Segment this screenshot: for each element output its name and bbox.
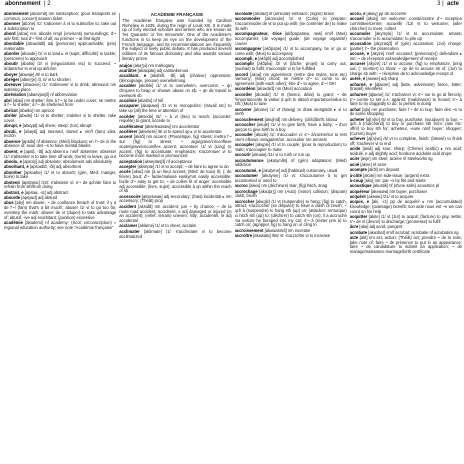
entry-definition: [aki, -iz] pp de acquérir ▸ nm (accumulated) knowledge; (avantage) benefit; son aide nous est ~e we can count on his help (349, 199, 462, 214)
entry-definition: [akt] nm act, action; (Théât) act; prendre ~ de to note, take note of; faire ~ de présence to put in an appearance; faire ~ de candidature to submit an application; ~ de mariage/naissance marriage/birth certificate (349, 234, 462, 255)
entry-headword: absolu, e (4, 158, 22, 164)
entry-headword: accommoder (234, 16, 261, 22)
entry-definition: [akɔste] /1/ vt (Navig) to draw alongside ▸ vi to berth (234, 106, 347, 117)
entry-headword: accolade (234, 12, 253, 16)
dictionary-entry (235, 190, 347, 200)
entry-headword: absorber (4, 169, 22, 175)
entry-headword: accru, e (349, 12, 366, 16)
entry-definition: [abɔne] /1/: s'abonner à vt to subscribe to; take out a subscription to (4, 21, 117, 31)
entry-headword: accoutumer (234, 173, 258, 179)
entry-headword: accouder (234, 132, 253, 138)
entry-headword: abrupt, e (4, 123, 22, 129)
dictionary-entry (350, 52, 462, 62)
entry-headword: acheter (349, 116, 365, 122)
entry-headword: accaparer (119, 103, 139, 109)
entry-definition: [akœj] nm welcome; comité/centre d'~ reception committee/centre; accueillir /12/ vt to welcome; (aller chercher) to meet, collect (349, 16, 462, 31)
entry-definition: [akutymɑ̃s] nf (gén) adaptation; (Méd) addiction (234, 157, 347, 168)
dictionary-entry (4, 171, 116, 181)
dictionary-entry (4, 83, 116, 93)
entry-headword: aboutir (4, 61, 19, 67)
entry-definition: [akɔ̃t] nm deposit (366, 167, 400, 173)
entry-definition: [akʁɔʃaʒ] nm (Auto) (minor) collision; (dispute) clash, brush (234, 188, 347, 199)
entry-definition: [akuʃmɑ̃] nm delivery, (child)birth; labour (263, 116, 338, 122)
entry-headword: aborder (4, 51, 20, 57)
entry-definition: [aby] nm abuse; ~ de confiance breach of trust; il y a de l'~! (fam) that's a bit much!; abuser /1/ vi to go too far, overstep the mark; abuser de vt (duper) to take advantage of; abusif, -ive adj exorbitant; (punition) excessive (4, 200, 117, 220)
entry-headword: accouchement (234, 116, 264, 122)
column-2 (119, 12, 231, 464)
page-number-left: 2 (47, 1, 51, 7)
entry-headword: âcre (349, 224, 359, 230)
entry-definition: [akalmi] nf lull (136, 98, 163, 104)
entry-definition: [akote] nm side-issue; (argent) extra (361, 172, 430, 178)
entry-definition: [apstʁɛ, -ɛt] adj abstract (23, 189, 69, 195)
entry-headword: accroître (234, 233, 252, 239)
entry-headword: accusation (349, 41, 372, 47)
entry-definition: [akutyme] /1/ vt: s'accoutumer à to get accustomed or used to (234, 173, 347, 183)
entry-headword: accompli, e (234, 56, 258, 62)
dictionary-entry (4, 22, 116, 32)
entry-definition: [aksepte] /1/ vt to accept; ~ de faire to agree to do (136, 164, 229, 170)
entry-headword: à-côté (349, 172, 362, 178)
entry-definition: [akɔʁdeɔ̃] nm (Mus) accordion (255, 86, 313, 92)
entry-definition: [akʁwasmɑ̃] nm increase (263, 227, 311, 233)
entry-headword: accabler (119, 83, 137, 89)
dictionary-entry (4, 140, 116, 150)
dictionary-entry (119, 104, 231, 114)
entry-headword: accrocher (234, 198, 255, 204)
note-box-text: The Académie française was founded by Cardinal Richelieu in 1635, during the reign of Louis XIII. It is made up of forty elected scholars and writers who are known as 'les Quarante' or 'les Immortels'. One of the Académie's functions is to keep an eye on the development of the French language, and its recommendations are frequently the subject of lively public debate. It has produced several editions of its famous dictionary and also awards various literary prizes. (122, 17, 232, 61)
entry-definition: [akuʃe] /1/ vi to give birth, have a baby; ~ d'un garçon to give birth to a boy (234, 122, 347, 132)
page-header (0, 0, 464, 10)
entry-headword: accoutumance (234, 157, 264, 163)
dictionary-entry (119, 205, 231, 224)
dictionary-columns (4, 12, 462, 464)
entry-definition: [abʁœve] /1/: s'abreuver vi to drink; abreuvoir nm watering place (4, 82, 117, 92)
entry-headword: acné (349, 161, 360, 167)
entry-definition: [akne] nf acne (359, 161, 387, 167)
dictionary-entry (350, 200, 462, 214)
dictionary-entry (235, 133, 347, 143)
entry-definition: [abʁyti] adj stunned, dazed ▸ nm/f (fam) idiot, moron (4, 128, 117, 139)
dictionary-entry (235, 200, 347, 229)
entry-definition: [akaʁjɑtʁ] adj cantankerous (136, 67, 189, 73)
entry-headword: accord (234, 71, 249, 77)
entry-headword: absent, e (4, 148, 23, 154)
entry-headword: accourir (234, 152, 251, 158)
entry-headword: à-coup (349, 177, 364, 183)
entry-definition: [abɔʁ] nm: abords nmpl (environs) surroundings; d'~ adv first; tout d'~ first of all; au premier ~ at first sight (4, 31, 117, 41)
entry-headword: accompagnateur, -trice (234, 31, 282, 37)
entry-definition: [akɔ̃paɲe] /1/ vt to accompany, be or go or come with; (Mus) to accompany (234, 46, 347, 56)
entry-headword: accomplir (234, 61, 255, 67)
dictionary-entry (4, 12, 116, 22)
dictionary-entry (350, 17, 462, 31)
entry-headword: acte (349, 234, 359, 240)
entry-definition: [aksɛ] nm (à un lieu) access; (Méd: de toux) fit; (: de fièvre) bout; d'~ facile/malaisé easily/not easily accessible; facile d'~ easy to get to; ~ de colère fit of anger; accessible adj accessible; (livre, sujet): accessible à qn within the reach of sb (119, 169, 232, 194)
dictionary-entry (350, 215, 462, 225)
entry-definition: [akselere] /6/ vt to speed up ▸ vi to accelerate (137, 129, 222, 134)
entry-definition: [akɑble] /1/ vt to overwhelm, overcome; ~ qn d'injures to heap or shower abuse on sb; ~ qn de travail to overwork sb (119, 83, 232, 98)
dictionary-entry (4, 201, 116, 220)
dictionary-entry (350, 118, 462, 137)
entry-definition: [aʃ(ə)ve] /5/ vt to complete, finish; (blessé) to finish off; s'achever vi to end (349, 136, 462, 147)
dictionary-entry (235, 93, 347, 107)
entry-definition: [apsɔʁbe] /1/ vt to absorb; (gén, Méd: manger, boire) to take (4, 169, 117, 180)
entry-headword: accablant, e (119, 73, 147, 79)
entry-definition: [aksidɑ̃] nm accident; par ~ by chance; ~ de la route road accident; accidenté, e adj damaged or injured (in an accident); (relief, terrain) uneven; hilly; accidentel, le adj accidental (119, 203, 232, 224)
page-number-right: 3 (437, 1, 441, 7)
entry-definition: [akseleʁatœʁ] nm accelerator (143, 123, 200, 129)
entry-headword: acharner (349, 91, 368, 97)
entry-definition: [akɔ̃pli] adj accomplished (257, 56, 305, 62)
entry-headword: abréger (4, 76, 20, 82)
entry-headword: acquérir (349, 193, 367, 199)
dictionary-entry (350, 108, 462, 118)
entry-definition: [akeʁiʁ] /21/ vt to acquire (366, 193, 414, 199)
entry-definition: [abʁeʒe] /3, 6/ vt to shorten (19, 76, 71, 82)
entry-definition: [akseswaʁ] adj secondary; (frais) incidental ▸ nm accessory; (Théât) prop (119, 193, 232, 204)
entry-definition: [abɔʁdabl] adj (personne) approachable; (prix) reasonable (4, 41, 117, 52)
entry-definition: [akude] /1/: s'accouder vi: s'~ à/contre/sur to rest one's elbows on/against/on; accoudoir nm armrest (234, 132, 347, 142)
entry-definition: [aʃaʁne] adj (lutte, adversaire) fierce, bitter; (travail) relentless (349, 81, 462, 92)
dictionary-entry (350, 147, 462, 157)
entry-definition: [akaʒu] nm mahogany (132, 62, 175, 68)
entry-definition: [abʁypt] adj sheer, steep; (ton) abrupt (21, 123, 92, 129)
header-guide-word-first: abonnement (5, 1, 41, 7)
entry-headword: abordable (4, 41, 24, 47)
entry-headword: abstenir (4, 179, 21, 185)
entry-headword: accès (119, 169, 131, 175)
entry-headword: achever (349, 136, 366, 142)
entry-headword: accroc (234, 183, 248, 189)
entry-definition: [aku] nm: par ~s by fits and starts (363, 177, 426, 183)
entry-headword: accident (119, 203, 137, 209)
entry-definition: [akustik] nf (d'une salle) acoustics pl (371, 183, 439, 189)
entry-headword: accalmie (119, 98, 137, 104)
entry-headword: abréviation (4, 92, 27, 98)
entry-headword: acceptation (119, 158, 143, 164)
entry-headword: acclamer (119, 223, 138, 229)
dictionary-entry (4, 32, 116, 42)
entry-headword: absurde (4, 195, 21, 201)
entry-definition: [ɑkʁ] adj acrid, pungent (358, 224, 403, 230)
dictionary-entry (235, 143, 347, 153)
dictionary-entry (235, 108, 347, 118)
column-3 (235, 12, 347, 464)
column-4 (350, 12, 462, 464)
entry-definition: [abutiʁ] /2/ vi (négociations etc) to succeed; ~ à/dans/sur to end up at/in/on (4, 61, 117, 72)
entry-headword: accuser (349, 61, 366, 67)
dictionary-entry (235, 123, 347, 133)
entry-definition: [asje] nm steel; aciérie nf steelworks sg (359, 156, 433, 162)
dictionary-entry (119, 115, 231, 125)
entry-headword: absence (4, 138, 21, 144)
entry-headword: accroissement (234, 227, 264, 233)
entry-headword: acéré, e (349, 76, 366, 82)
entry-definition: [akeʁœʁ] nm buyer, purchaser (369, 188, 428, 194)
entry-definition: [akʁwatʁ] /55/ vt: s'accroître vi to increase (252, 233, 330, 239)
entry-definition: [akseptasjɔ̃] nf acceptance (142, 158, 193, 164)
entry-definition: [apsɑ̃s] nf absence; (Méd) blackout; en l'~ de in the absence of; avoir des ~s to have mental blanks (4, 138, 117, 149)
entry-definition: [akʁy] pp de accroître (365, 12, 407, 16)
entry-definition: [apsɑ̃, -ɑ̃t] adj absent ▸ nm/f absentee; absenter /1/: s'absenter vi to take time off work; (sortir) to leave, go out (4, 148, 117, 159)
dictionary-entry (235, 234, 347, 239)
entry-definition: [akɔʁde] /1/ vt (faveur, délai) to grant; ~ de l'importance/de la valeur à qch to attach importance/value to sth; (Mus) to tune (234, 91, 347, 107)
entry-definition: [abɔʁde] /1/ vi to land ▸ vt (sujet, difficulté) to tackle; (personne) to approach (4, 51, 117, 62)
entry-definition: [akɔʁ] nm agreement; (entre des styles, tons etc) harmony; (Mus) chord; se mettre d'~ to come to an agreement (with each other); être d'~ to agree; d'~! OK! (234, 71, 347, 87)
header-right: 3 | acte (437, 1, 459, 7)
entry-headword: accumuler (349, 31, 371, 37)
dictionary-entry (4, 99, 116, 109)
entry-definition: [aʃa] nm purchase; faire l'~ de to buy; faire des ~s to do some shopping (349, 106, 462, 117)
entry-definition: [akymyle] /1/ vt to accumulate, amass; s'accumuler vi to accumulate; to pile up (349, 31, 462, 41)
entry-headword: acquitter (349, 214, 368, 220)
dictionary-entry (119, 230, 231, 240)
dictionary-entry (350, 62, 462, 76)
header-guide-word-last: acte (446, 1, 459, 7)
dictionary-entry (235, 174, 347, 184)
entry-definition: [apsɔly] adj absolute; absolument adv absolutely (21, 158, 112, 164)
dictionary-entry (350, 137, 462, 147)
dictionary-entry (235, 47, 347, 57)
entry-headword: accorder (234, 91, 252, 97)
dictionary-entry (119, 170, 231, 194)
dictionary-entry (235, 159, 347, 169)
entry-headword: abord (4, 31, 16, 37)
note-box-title: ACADÉMIE FRANÇAISE (150, 12, 204, 17)
entry-headword: accepter (119, 164, 137, 170)
entry-definition: [akuple] /1/ vt to couple; (pour la reproduction) to mate; s'accoupler to mate (234, 142, 347, 152)
entry-headword: accoutumé, e (234, 167, 261, 173)
entry-headword: abruti, e (4, 128, 22, 134)
entry-headword: abstrait, e (4, 189, 24, 195)
entry-definition: [abʁiko] nm apricot (17, 107, 54, 113)
entry-definition: [aʃaʁne] /1/: s'acharner vi: s'~ sur to go at fiercely; s'~ contre to set o.s. against; (malchance) to hound; s'~ à faire to try doggedly to do; to persist in doing (349, 91, 462, 107)
entry-headword: acompte (349, 167, 367, 173)
entry-headword: académie (4, 220, 23, 225)
dictionary-entry (350, 236, 462, 255)
entry-definition: [aksɑ̃] nm accent; (Phonétique, fig) stress; mettre l'~ sur (fig) to stress; ~ aigu/grave/circonflexe acute/grave/circumflex accent; accentuer /1/ vt (Ling) to accent; (fig) to accentuate, emphasize; s'accentuer vi to become more marked or pronounced (119, 134, 232, 159)
entry-headword: accueil (349, 16, 364, 22)
entry-headword: abriter (4, 113, 17, 119)
entry-definition: [akɑblɑ̃, -ɑ̃t] adj (chaleur) oppressive; (témoignage, preuve) overwhelming (119, 73, 232, 83)
dictionary-entry (350, 32, 462, 42)
entry-headword: acharné, e (349, 81, 372, 87)
entry-definition: [aklimate] /1/: s'acclimater vi to become acclimatized (119, 228, 232, 239)
dictionary-entry (235, 62, 347, 72)
dictionary-entry (119, 135, 231, 159)
entry-headword: accent (119, 134, 133, 140)
entry-definition: [akapaʁe] /1/ vt to monopolize; (travail etc) to take up (all) the time or attention of (119, 103, 232, 114)
entry-definition: [akɔlad] nf (amicale) embrace; (signe) brace (252, 12, 335, 16)
entry-headword: acclimater (119, 228, 140, 234)
entry-headword: achat (349, 106, 361, 112)
entry-definition: [apsɔʁbɑ̃, -ɑ̃t] adj absorbent (28, 164, 82, 170)
dictionary-entry (350, 42, 462, 52)
entry-definition: [abwaje] /8/ vi to bark (17, 71, 58, 77)
entry-headword: accoucher (234, 122, 256, 128)
dictionary-entry (350, 93, 462, 107)
dictionary-entry (119, 74, 231, 84)
entry-headword: accompagner (234, 46, 262, 52)
entry-definition: [akuʁiʁ] /11/ vi to rush or run up (250, 152, 310, 158)
dictionary-entry (4, 150, 116, 160)
entry-headword: aboyer (4, 71, 18, 77)
dictionary-entry (119, 84, 231, 98)
dictionary-entry (235, 73, 347, 87)
entry-headword: accusé, e (349, 51, 370, 57)
dictionary-entry (119, 195, 231, 205)
entry-headword: accéder (119, 113, 135, 119)
dictionary-entry (4, 52, 116, 62)
dictionary-entry (4, 130, 116, 140)
entry-definition: [akɔ̃paɲatœʁ, -tʁis] nm/f (Mus) accompanist; (de voyage) guide; (de voyage organisé) courier (234, 31, 347, 46)
entry-definition: [akʁo] nm (déchirure) tear; (fig) hitch, snag (247, 183, 328, 189)
entry-definition: [aʃ(ə)te] /5/ vt to buy, purchase; (soudoyer) to buy; ~ qch à (marchand) to buy or purchase sth from; (ami etc: offrir) to buy sth for; acheteur, -euse nm/f buyer; shopper; (Comm) buyer (349, 116, 462, 136)
entry-definition: [aklame] /1/ vt to cheer, acclaim (137, 223, 197, 229)
entry-headword: acquis, e (349, 199, 370, 205)
entry-headword: abreuver (4, 82, 22, 88)
entry-definition: [akyze] nm/f accused; (prévenu(e)) defendant ▸ nm: ~ de réception acknowledgement of receipt (349, 51, 462, 62)
entry-headword: abricot (4, 107, 18, 113)
entry-headword: abus (4, 200, 14, 206)
entry-definition: [aksede] /6/: ~ à vt (lieu) to reach; (accorder: requête) to grant, accede to (119, 113, 232, 124)
dictionary-entry (4, 181, 116, 191)
entry-headword: acide (349, 146, 361, 152)
entry-headword: acier (349, 156, 360, 162)
header-left: abonnement | 2 (5, 1, 51, 7)
entry-headword: absorbant, e (4, 164, 29, 170)
entry-headword: acoustique (349, 183, 372, 189)
entry-definition: [akɔ̃pliʁ] /2/ vt (tâche, projet) to carry out; (souhait) to fulfil; s'accomplir vi to be fulfilled (234, 61, 347, 72)
entry-definition: [akyze] /1/ vt to accuse; (fig) to emphasize, bring out; (: montrer) to show; ~ qn de to accuse sb of; (Jur) to charge sb with; ~ réception de to acknowledge receipt of (349, 61, 462, 76)
entry-headword: accrochage (234, 188, 258, 194)
column-1 (4, 12, 116, 464)
entry-headword: accessoire (119, 193, 141, 199)
dictionary-entry (235, 17, 347, 31)
entry-headword: acajou (119, 62, 133, 68)
entry-definition: [apstəniʁ] /22/: s'abstenir vi: s'~ de qch/de faire to refrain from sth/from doing (4, 179, 117, 190)
entry-definition: [akʁɔʃe] /1/ vt (suspendre) to hang; (fig) to catch, attract; s'accrocher (se disputer) to have a clash or brush; ~ qch à (suspendre) to hang sth (up) on; (attacher: remorque) to hitch sth (up) to; (déchirer) to catch sth (on); il a accroché ma voiture he bumped into my car; s'~ à (rester pris à) to catch on; (agripper, fig) to hang on or cling to (234, 198, 347, 228)
entry-definition: [abʁevjasjɔ̃] nf abbreviation (26, 92, 78, 98)
entry-definition: [asid] adj sour, sharp; (Chimie) acid(ic) ▸ nm acid; acidulé, e adj slightly acid; bonbons acidulés acid drops (349, 146, 462, 157)
entry-definition: [abʁi] nm shelter; être à l'~ to be under cover; se mettre à l'~ to shelter; à l'~ de sheltered from (4, 97, 117, 108)
dictionary-entry (350, 83, 462, 93)
entry-definition: [akyzasjɔ̃] nf (gén) accusation; (Jur) charge; (partie): l'~ the prosecution (349, 41, 462, 52)
entry-definition: [akɔmɔde] /1/ vt (Culin) to prepare; s'accommoder de vt to put up with; (se contenter de) to make do with (234, 16, 347, 31)
entry-definition: [apsyʁd] adj absurd (20, 195, 58, 201)
dictionary-entry (4, 114, 116, 124)
entry-definition: [akutyme] adj (habituel) customary, usual (260, 167, 338, 173)
entry-headword: accordéon (234, 86, 256, 92)
note-box (119, 13, 231, 62)
entry-headword: accélérer (119, 129, 138, 134)
entry-definition: [akite] /1/ vt (Jur) to acquit; (facture) to pay, settle; s'~ de vt (devoir) to discharge; (promesse) to fulfil (349, 214, 462, 224)
entry-headword: accoster (234, 106, 252, 112)
entry-definition: [akʁɔbat] nm/f acrobat; acrobatie nf acrobatics sg (367, 229, 459, 235)
entry-headword: abonnement (4, 12, 29, 16)
entry-definition: [abʁite] /1/ vt to shelter; s'abriter vi to shelter, take cover (4, 113, 117, 123)
entry-headword: accélérateur (119, 123, 144, 129)
entry-headword: acariâtre (119, 67, 137, 73)
entry-headword: abonner (4, 21, 21, 27)
dictionary-entry (4, 221, 116, 231)
dictionary-entry (4, 42, 116, 52)
entry-headword: acquéreur (349, 188, 370, 194)
dictionary-entry (235, 32, 347, 46)
entry-definition: [aseʁe] adj sharp (365, 76, 399, 82)
entry-headword: accoupler (234, 142, 255, 148)
entry-headword: acrobate (349, 229, 368, 235)
dictionary-entry (4, 62, 116, 72)
entry-definition: [akademi] nf academy; (Scol: circonscription) ≈ regional education authority; see note "Académie française" (4, 220, 117, 230)
entry-headword: abri (4, 97, 12, 103)
entry-definition: [abɔnmɑ̃] nm subscription; (pour transports en commun, concert) season ticket (4, 12, 117, 21)
